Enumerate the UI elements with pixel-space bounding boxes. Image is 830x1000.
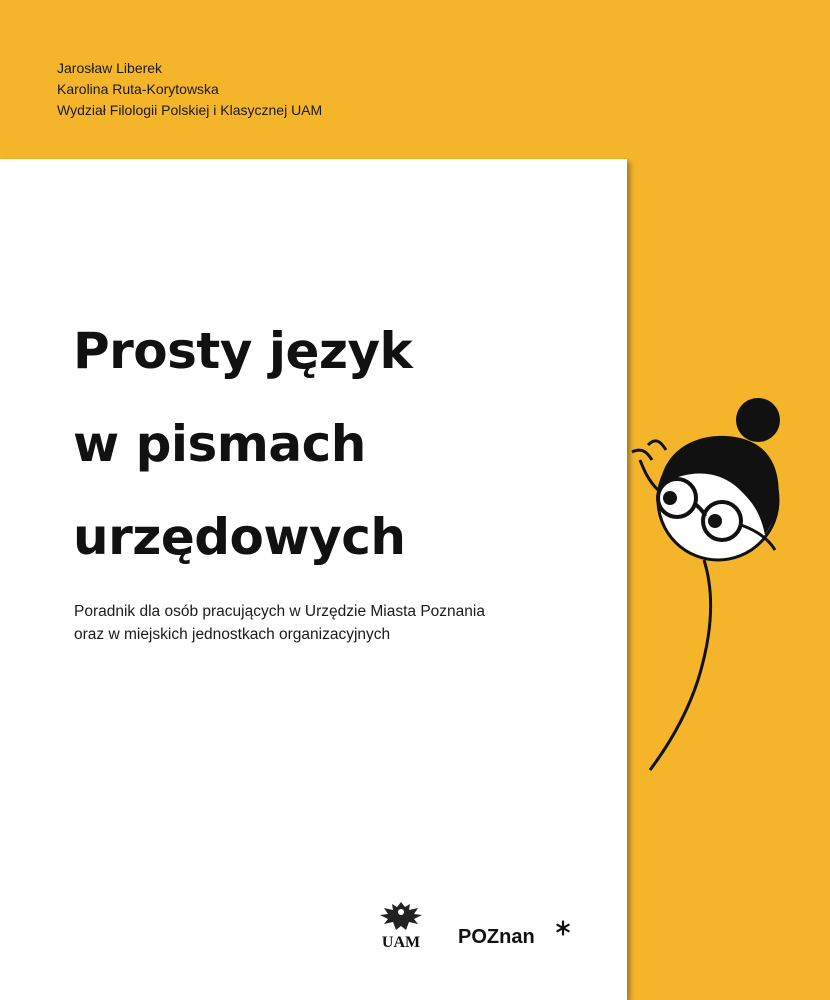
poznan-logo-text: POZnan	[458, 926, 535, 948]
title-line-3: urzędowych	[73, 508, 406, 566]
faculty: Wydział Filologii Polskiej i Klasycznej UAM	[57, 102, 323, 118]
asterisk-icon	[555, 920, 571, 936]
uam-logo-text: UAM	[381, 934, 421, 951]
eagle-emblem-icon	[376, 898, 426, 936]
title-line-2: w pismach	[73, 415, 366, 473]
author-2: Karolina Ruta-Korytowska	[57, 81, 219, 97]
title-line-1: Prosty język	[73, 322, 413, 380]
peeking-girl-illustration	[620, 390, 800, 790]
uam-logo	[376, 898, 426, 958]
authors-block	[57, 58, 322, 121]
book-subtitle	[74, 600, 485, 646]
subtitle-line-2: oraz w miejskich jednostkach organizacyjnych	[74, 626, 391, 643]
author-1: Jarosław Liberek	[57, 60, 163, 76]
book-title	[73, 305, 412, 584]
subtitle-line-1: Poradnik dla osób pracujących w Urzędzie Miasta Poznania	[74, 603, 485, 620]
